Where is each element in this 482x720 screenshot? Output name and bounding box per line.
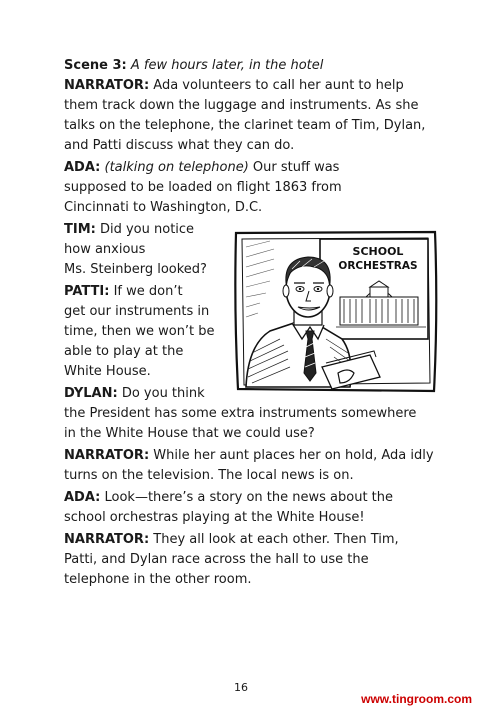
patti-line: time, then we won’t be	[64, 324, 215, 339]
page-number: 16	[234, 681, 248, 694]
narrator-line: NARRATOR: They all look at each other. Then Tim,	[64, 532, 399, 547]
narrator-line: them track down the luggage and instruments. As she	[64, 98, 419, 113]
patti-line: able to play at the	[64, 344, 184, 359]
narrator-line: talks on the telephone, the clarinet team of Tim, Dylan,	[64, 118, 426, 133]
ada-line: school orchestras playing at the White House!	[64, 510, 365, 525]
ada-line: Cincinnati to Washington, D.C.	[64, 200, 263, 215]
news-anchor-illustration	[230, 227, 442, 395]
dylan-line: in the White House that we could use?	[64, 426, 315, 441]
dylan-line: the President has some extra instruments somewhere	[64, 406, 417, 421]
narrator-line: NARRATOR: While her aunt places her on hold, Ada idly	[64, 448, 434, 463]
sign-text-1: SCHOOL	[352, 245, 404, 258]
patti-line: White House.	[64, 364, 151, 379]
patti-line: get our instruments in	[64, 304, 210, 319]
narrator-line: Patti, and Dylan race across the hall to use the	[64, 552, 369, 567]
tim-line: how anxious	[64, 242, 146, 257]
watermark: www.tingroom.com	[361, 692, 472, 706]
tim-line: Ms. Steinberg looked?	[64, 262, 207, 277]
ada-line: ADA: Look—there’s a story on the news about the	[64, 490, 394, 505]
narrator-line: NARRATOR: Ada volunteers to call her aunt to help	[64, 78, 404, 93]
ada-line: supposed to be loaded on flight 1863 from	[64, 180, 342, 195]
narrator-line: turns on the television. The local news is on.	[64, 468, 354, 483]
dylan-line: DYLAN: Do you think	[64, 386, 205, 401]
tim-line: TIM: Did you notice	[64, 222, 195, 237]
scene-heading: Scene 3: A few hours later, in the hotel	[64, 58, 324, 73]
ada-line: ADA: (talking on telephone) Our stuff was	[64, 160, 340, 175]
patti-line: PATTI: If we don’t	[64, 284, 183, 299]
narrator-line: and Patti discuss what they can do.	[64, 138, 295, 153]
sign-text-2: ORCHESTRAS	[338, 260, 418, 272]
narrator-line: telephone in the other room.	[64, 572, 252, 587]
